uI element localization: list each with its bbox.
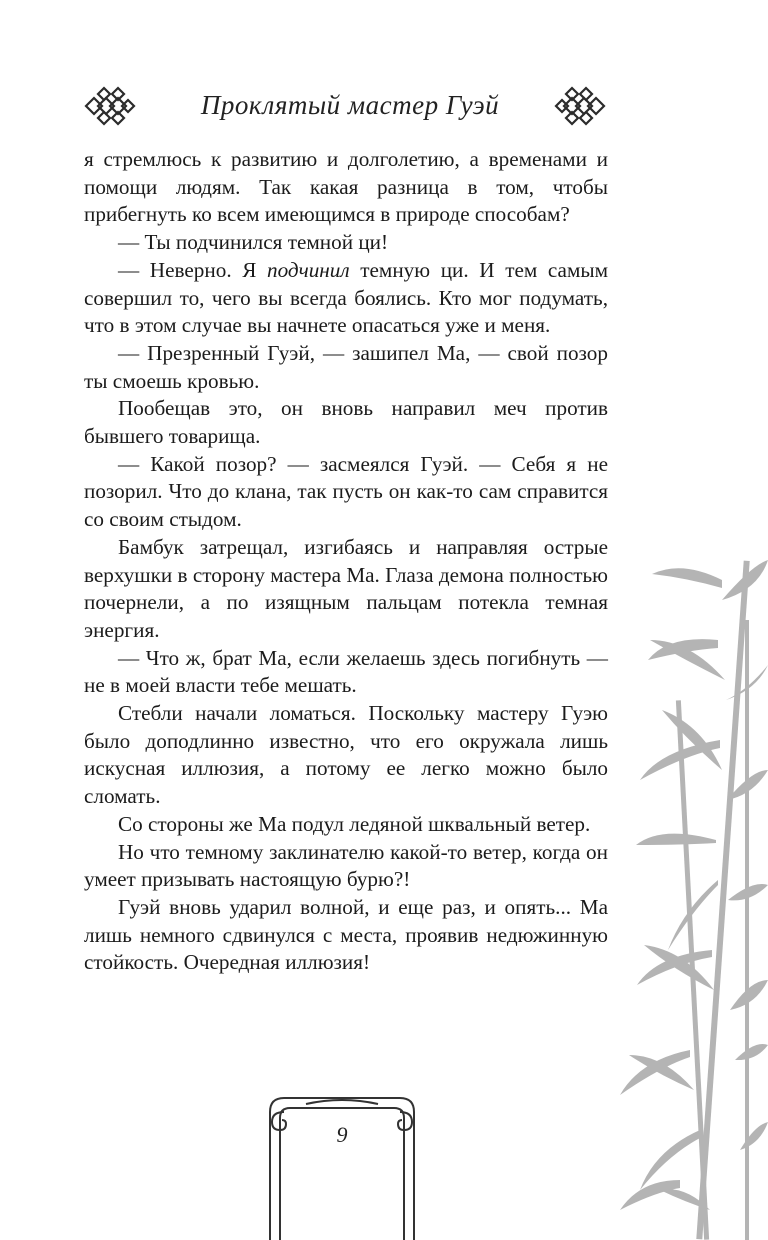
emphasis-word: подчинил <box>266 257 350 282</box>
paragraph: Пообещав это, он вновь направил меч против бывшего товарища. <box>84 396 608 449</box>
endless-knot-icon <box>552 86 608 126</box>
page-number: 9 <box>336 1122 348 1147</box>
paragraph: Бамбук затрещал, изгибаясь и направляя острые верхушки в сторону мастера Ма. Глаза демона полностью почернели, а по изящным пальцам потекла темная энергия. <box>84 534 608 642</box>
scroll-frame-ornament <box>256 1090 428 1240</box>
endless-knot-icon <box>82 86 138 126</box>
paragraph: — Презренный Гуэй, — зашипел Ма, — свой позор ты смоешь кровью. <box>84 340 608 393</box>
page-header <box>0 86 768 130</box>
paragraph-text: темную ци. И тем самым совершил то, чего вы всегда боялись. Кто мог подумать, что в этом случае вы начнете опасаться уже и меня. <box>84 257 608 338</box>
running-title: Проклятый мастер Гуэй <box>200 90 500 120</box>
paragraph <box>84 257 608 340</box>
paragraph: Со стороны же Ма подул ледяной шквальный ветер. <box>118 811 591 836</box>
paragraph: Но что темному заклинателю какой-то ветер, когда он умеет призывать настоящую бурю?! <box>84 839 608 892</box>
paragraph: Гуэй вновь ударил волной, и еще раз, и опять... Ма лишь немного сдвинулся с места, проявив недюжинную стойкость. Очередная иллюзия! <box>84 894 608 975</box>
paragraph: — Какой позор? — засмеялся Гуэй. — Себя я не позорил. Что до клана, так пусть он как-то сам справится со своим стыдом. <box>84 451 608 532</box>
body-text <box>84 146 608 977</box>
paragraph: я стремлюсь к развитию и долголетию, а временами и помощи людям. Так какая разница в том, чтобы прибегнуть ко всем имеющимся в природе способам? <box>84 147 608 227</box>
paragraph: — Ты подчинился темной ци! <box>118 230 389 255</box>
paragraph-text: — Неверно. Я <box>118 257 267 282</box>
paragraph: — Что ж, брат Ма, если желаешь здесь погибнуть — не в моей власти тебе мешать. <box>84 645 608 698</box>
paragraph: Стебли начали ломаться. Поскольку мастеру Гуэю было доподлинно известно, что его окружала лишь искусная иллюзия, а потому ее легко можно было сломать. <box>84 701 608 809</box>
page-number-frame <box>256 1090 428 1240</box>
